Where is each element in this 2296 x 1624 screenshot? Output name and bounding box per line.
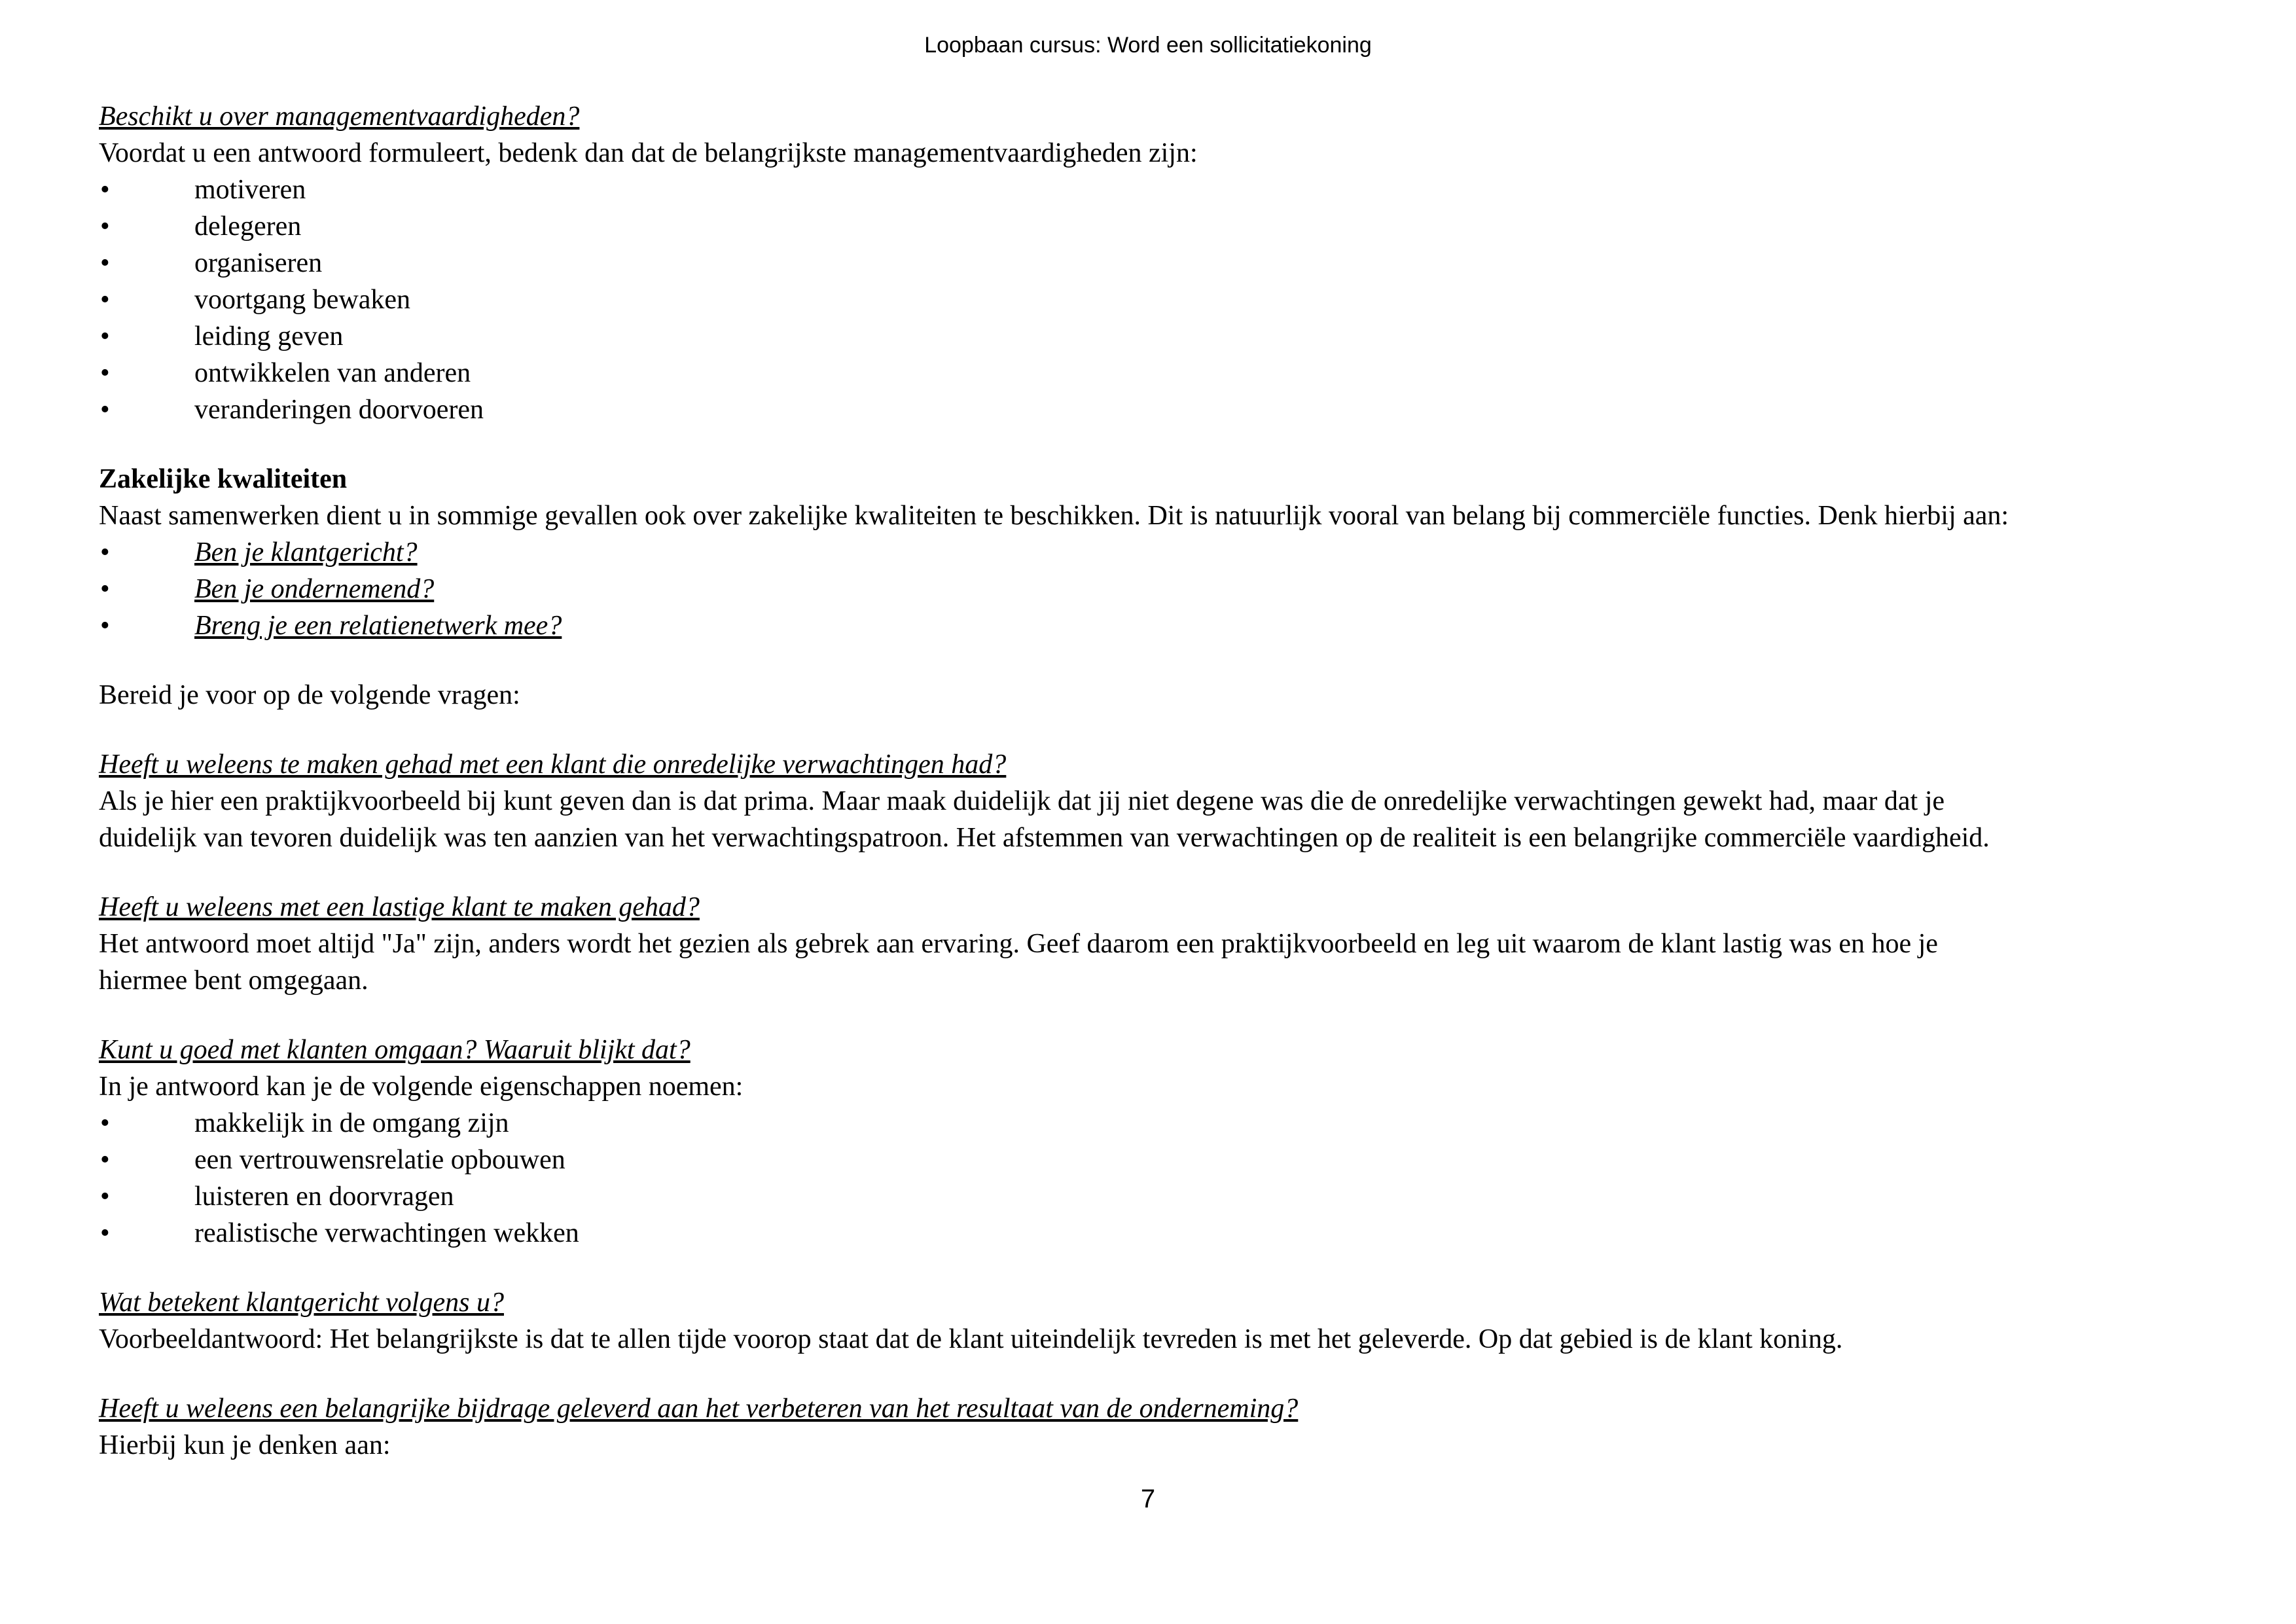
bullet-list-business-qualities bbox=[99, 534, 2213, 644]
question-handling-clients: Kunt u goed met klanten omgaan? Waaruit blijkt dat? bbox=[99, 1035, 691, 1065]
list-item: • realistische verwachtingen wekken bbox=[99, 1215, 2213, 1252]
list-item: • leiding geven bbox=[99, 318, 2213, 355]
bullet-icon: • bbox=[100, 1182, 110, 1212]
question-unreasonable-expectations: Heeft u weleens te maken gehad met een klant die onredelijke verwachtingen had? bbox=[99, 749, 1007, 780]
list-item: • Ben je ondernemend? bbox=[99, 571, 2213, 607]
list-item: • veranderingen doorvoeren bbox=[99, 391, 2213, 428]
page-content bbox=[99, 98, 2213, 1464]
list-item: • delegeren bbox=[99, 208, 2213, 245]
bullet-icon: • bbox=[100, 1218, 110, 1248]
question-important-contribution: Heeft u weleens een belangrijke bijdrage geleverd aan het verbeteren van het resultaat van de onderneming? bbox=[99, 1394, 1299, 1424]
answer-line: hiermee bent omgegaan. bbox=[99, 965, 368, 996]
bullet-icon: • bbox=[100, 611, 110, 641]
list-item: • Ben je klantgericht? bbox=[99, 534, 2213, 571]
paragraph-zakelijke-intro: Naast samenwerken dient u in sommige gevallen ook over zakelijke kwaliteiten te beschikken. Dit is natuurlijk vooral van belang bij commerciële functies. Denk hierbij aan: bbox=[99, 501, 2009, 531]
bullet-icon: • bbox=[100, 211, 110, 242]
bullet-icon: • bbox=[100, 285, 110, 315]
list-item: • luisteren en doorvragen bbox=[99, 1178, 2213, 1215]
list-item: • een vertrouwensrelatie opbouwen bbox=[99, 1142, 2213, 1178]
answer-line: duidelijk van tevoren duidelijk was ten aanzien van het verwachtingspatroon. Het afstemmen van verwachtingen op de realiteit is een belangrijke commerciële vaardigheid. bbox=[99, 823, 1990, 853]
question-client-focus: Wat betekent klantgericht volgens u? bbox=[99, 1288, 504, 1318]
answer-line: Als je hier een praktijkvoorbeeld bij kunt geven dan is dat prima. Maar maak duidelijk dat jij niet degene was die de onredelijke verwachtingen gewekt had, maar dat je bbox=[99, 786, 1945, 816]
paragraph-properties-intro: In je antwoord kan je de volgende eigenschappen noemen: bbox=[99, 1072, 744, 1102]
bullet-icon: • bbox=[100, 248, 110, 278]
page-number: 7 bbox=[1140, 1485, 1156, 1513]
paragraph-prepare: Bereid je voor op de volgende vragen: bbox=[99, 680, 520, 710]
page-header: Loopbaan cursus: Word een sollicitatiekoning bbox=[924, 33, 1372, 58]
list-item: • makkelijk in de omgang zijn bbox=[99, 1105, 2213, 1142]
answer-line: Voorbeeldantwoord: Het belangrijkste is dat te allen tijde voorop staat dat de klant uiteindelijk tevreden is met het geleverde. Op dat gebied is de klant koning. bbox=[99, 1324, 1843, 1354]
bullet-icon: • bbox=[100, 537, 110, 568]
bullet-icon: • bbox=[100, 175, 110, 205]
list-item: • voortgang bewaken bbox=[99, 281, 2213, 318]
list-item: • organiseren bbox=[99, 245, 2213, 281]
list-item: • Breng je een relatienetwerk mee? bbox=[99, 607, 2213, 644]
question-management-skills: Beschikt u over managementvaardigheden? bbox=[99, 101, 580, 132]
bullet-icon: • bbox=[100, 358, 110, 388]
paragraph-think-of: Hierbij kun je denken aan: bbox=[99, 1430, 391, 1460]
bullet-icon: • bbox=[100, 1145, 110, 1175]
list-item: • motiveren bbox=[99, 171, 2213, 208]
list-item: • ontwikkelen van anderen bbox=[99, 355, 2213, 391]
bullet-icon: • bbox=[100, 321, 110, 352]
bullet-icon: • bbox=[100, 574, 110, 604]
paragraph-management-intro: Voordat u een antwoord formuleert, bedenk dan dat de belangrijkste managementvaardigheden zijn: bbox=[99, 138, 1198, 168]
bullet-icon: • bbox=[100, 395, 110, 425]
section-heading-zakelijke-kwaliteiten: Zakelijke kwaliteiten bbox=[99, 464, 348, 494]
bullet-icon: • bbox=[100, 1108, 110, 1138]
bullet-list-client-properties bbox=[99, 1105, 2213, 1252]
bullet-list-management-skills bbox=[99, 171, 2213, 428]
answer-line: Het antwoord moet altijd "Ja" zijn, anders wordt het gezien als gebrek aan ervaring. Geef daarom een praktijkvoorbeeld en leg uit waarom de klant lastig was en hoe je bbox=[99, 929, 1938, 959]
question-difficult-client: Heeft u weleens met een lastige klant te maken gehad? bbox=[99, 892, 700, 922]
